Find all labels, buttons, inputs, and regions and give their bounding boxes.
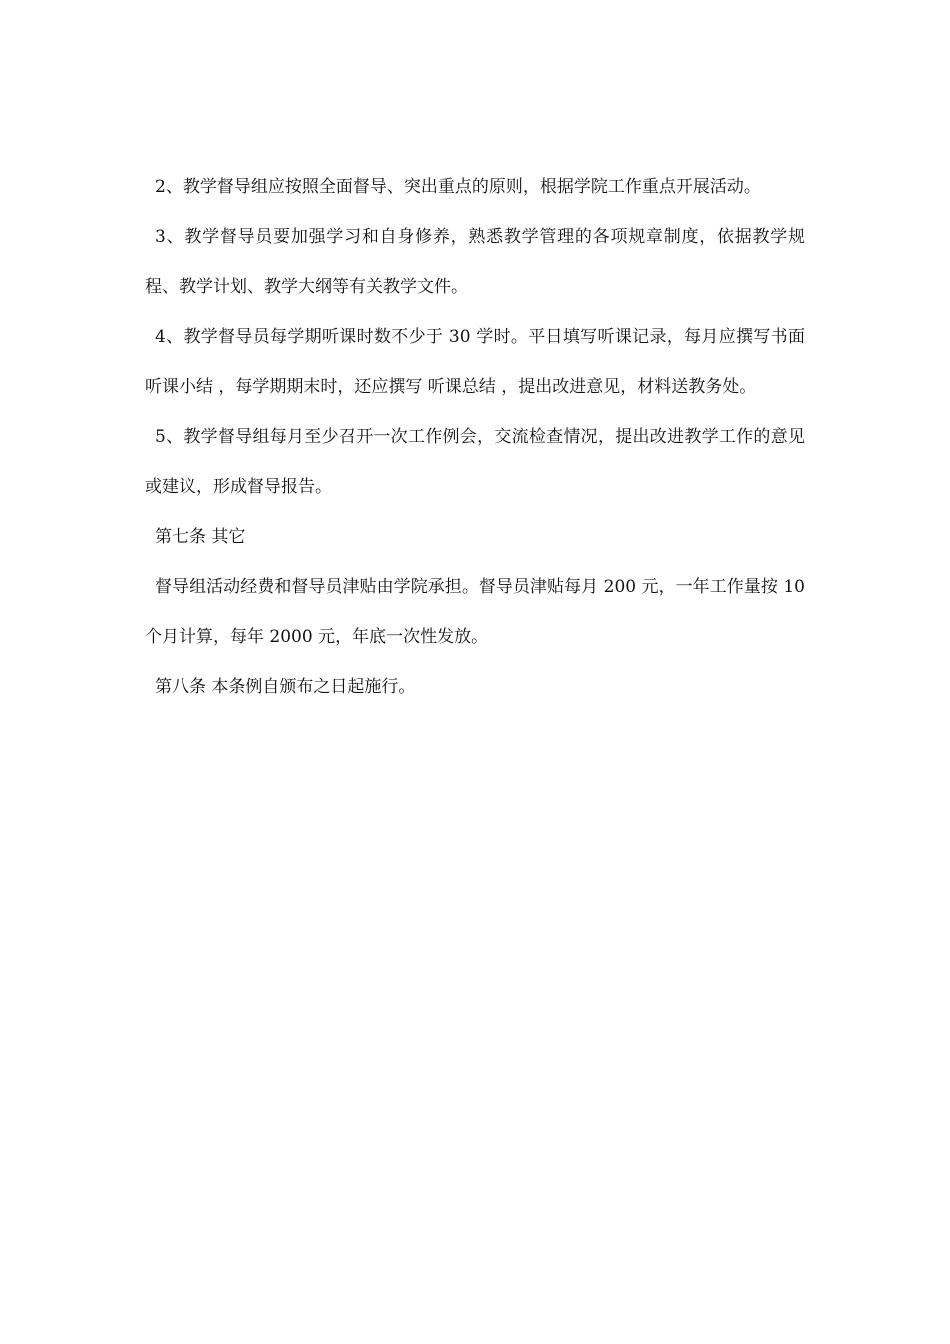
- article-7-body: 督导组活动经费和督导员津贴由学院承担。督导员津贴每月 200 元，一年工作量按 10 个月计算，每年 2000 元，年底一次性发放。: [145, 577, 805, 647]
- paragraph-item-3: 3、教学督导员要加强学习和自身修养，熟悉教学管理的各项规章制度，依据教学规程、教学计划、教学大纲等有关教学文件。: [145, 227, 805, 297]
- paragraph-item-5: 5、教学督导组每月至少召开一次工作例会，交流检查情况，提出改进教学工作的意见或建议，形成督导报告。: [145, 427, 805, 497]
- article-7-heading: 第七条 其它: [155, 527, 246, 547]
- paragraph-item-4: 4、教学督导员每学期听课时数不少于 30 学时。平日填写听课记录，每月应撰写书面 听课小结 ，每学期期末时，还应撰写 听课总结 ，提出改进意见，材料送教务处。: [145, 327, 805, 397]
- article-8: 第八条 本条例自颁布之日起施行。: [155, 677, 416, 697]
- paragraph-item-2: 2、教学督导组应按照全面督导、突出重点的原则，根据学院工作重点开展活动。: [155, 177, 761, 197]
- document-body: [145, 162, 805, 712]
